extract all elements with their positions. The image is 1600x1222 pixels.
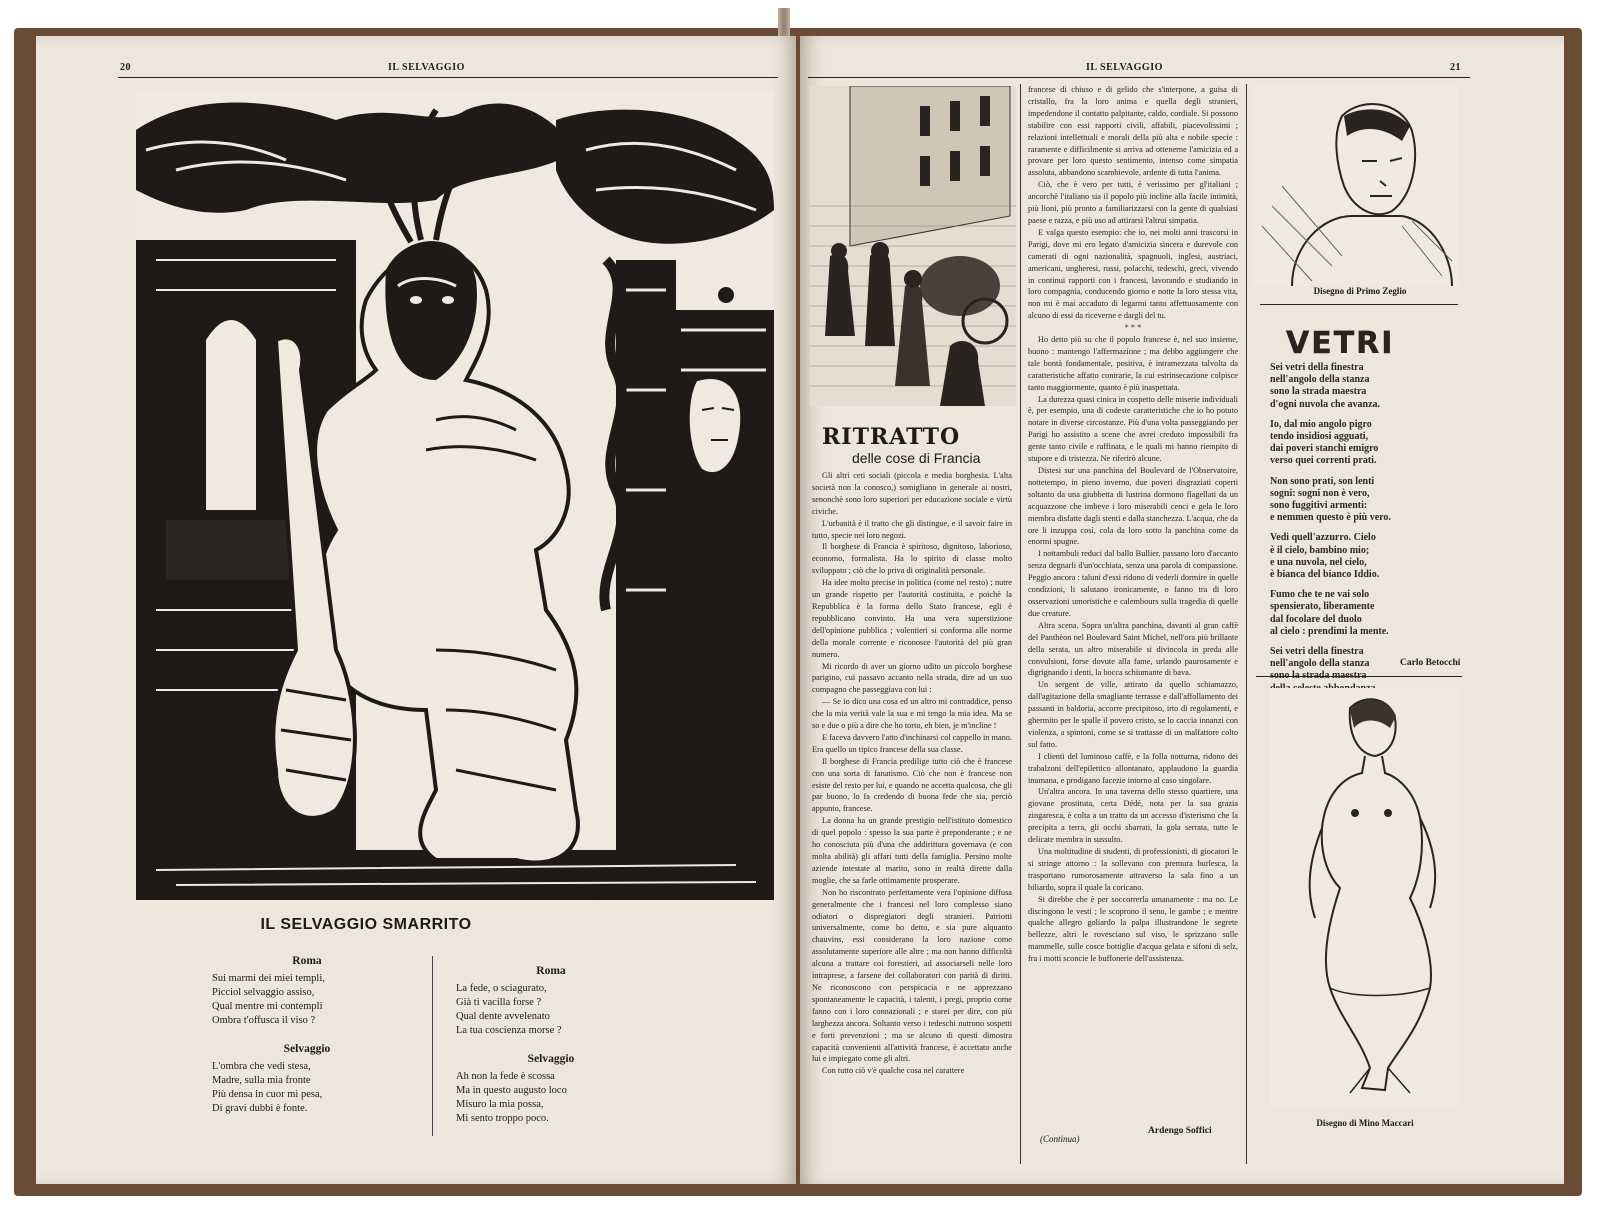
article-paragraph: Si direbbe che è per soccorrerla umanamente : ma no. Le discingono le vesti ; le scoprono il seno, le gambe ; e mentre qualche allegro goliardo la palpa illustrandone le segrete bellezze, altri le rovesciano sul viso, le sprizzano sulle mammelle, sulle cosce bottiglie d'acqua gelata e sifoni di selz, fra i motti sconcie le buffonerie dell'assistenza. bbox=[1028, 894, 1238, 964]
poem-line: Qual mentre mi contempli bbox=[212, 1001, 323, 1012]
poem-line: spensierato, liberamente bbox=[1270, 601, 1375, 613]
poem-line: è bianca del bianco Iddio. bbox=[1270, 569, 1380, 581]
poem-line: sono fuggitivi armenti: bbox=[1270, 500, 1368, 512]
poem-line: Misuro la mia possa, bbox=[456, 1099, 544, 1110]
street-scene-engraving bbox=[810, 86, 1016, 406]
seated-figure-art bbox=[1270, 688, 1460, 1108]
article-paragraph: Ho detto più su che il popolo francese è, nel suo insieme, buono : mantengo l'affermazione ; ma debbo aggiungere che tale bontà fondamentale, positiva, è intramezzata talvolta da caratteristiche affatto contrarie, la cui estrinsecazione colpisce tanto maggiormente, quanto è più inaspettata. bbox=[1028, 335, 1238, 392]
savage-figure-linocut bbox=[136, 90, 774, 900]
poem-line: Sui marmi dei miei templi, bbox=[212, 973, 325, 984]
poem-line: tendo insidiosi agguati, bbox=[1270, 431, 1369, 443]
left-head-rule bbox=[118, 77, 778, 78]
column-rule bbox=[1020, 84, 1021, 1164]
poem-line: Picciol selvaggio assiso, bbox=[212, 987, 315, 998]
monogram: R bbox=[170, 732, 185, 757]
poem-end-rule bbox=[1256, 676, 1462, 677]
portrait-sketch bbox=[1252, 86, 1458, 286]
poem-line: dai poveri stanchi emigro bbox=[1270, 443, 1379, 455]
right-head-rule bbox=[808, 77, 1470, 78]
illustration-credit: Linoleum di Enzo Righetti bbox=[520, 888, 615, 898]
right-running-head: IL SELVAGGIO bbox=[1086, 62, 1163, 73]
article-paragraph: Altra scena. Sopra un'altra panchina, davanti al gran caffè del Panthèon nel Boulevard Saint Michel, nell'ora più brillante della serata, un altro miserabile si divincola in preda alle convulsioni, forse dovute alla fame, urlando paurosamente e digrignando i denti, la bocca schiumante di bava. bbox=[1028, 620, 1238, 678]
article-paragraph: La donna ha un grande prestigio nell'istituto domestico di quel popolo : spesso la sua parte è preponderante ; e ne ho conosciuta più d'una che addirittura governava (e con molta abilità) gli affari tutti della famiglia. Persino molte aziende intestate al marito, sono in realtà dirette dalla moglie, che sa farle ottimamente prosperare. bbox=[812, 816, 1012, 885]
linocut-illustration bbox=[136, 90, 774, 900]
poem-line: d'ogni nuvola che avanza. bbox=[1270, 398, 1381, 410]
article-paragraph: Il borghese di Francia è spiritoso, dignitoso, laborioso, economo, formalista. Ha lo spirito di classe molto sviluppato ; ciò che lo priva di originalità personale. bbox=[812, 542, 1012, 576]
article-title: RITRATTO bbox=[822, 424, 961, 450]
poem-line: Più densa in cuor mi pesa, bbox=[212, 1089, 323, 1100]
poem-line: La fede, o sciagurato, bbox=[456, 983, 547, 994]
poem-line: dal focolare del duolo bbox=[1270, 613, 1362, 625]
poem-line: Di gravi dubbi è fonte. bbox=[212, 1103, 308, 1114]
poem-line: Mi sento troppo poco. bbox=[456, 1113, 549, 1124]
article-column-2 bbox=[1028, 84, 1238, 1130]
left-page bbox=[36, 36, 796, 1184]
left-page-number: 20 bbox=[120, 62, 131, 73]
article-paragraph: Mi ricordo di aver un giorno udito un piccolo borghese parigino, cui passavo accanto nella strada, dire ad un suo compagno che passeggiava con lui : bbox=[812, 661, 1012, 695]
poem-left-column bbox=[212, 952, 402, 1116]
poem-line: Qual dente avvelenato bbox=[456, 1011, 550, 1022]
poem-line: Ah non la fede è scossa bbox=[456, 1071, 555, 1082]
poem-line: Sei vetri della finestra bbox=[1270, 362, 1364, 373]
poem-line: Ombra t'offusca il viso ? bbox=[212, 1015, 316, 1026]
article-paragraph: Il borghese di Francia predilige tutto ciò che è francese con una sorta di fanatismo. Ciò che non è francese non esiste del resto per lui, e quando ne accetta qualcosa, che gli par buono, lo fa credendo di buona fede che sia, perciò appunto, francese. bbox=[812, 756, 1012, 814]
article-paragraph: I nottambuli reduci dal ballo Bullier, passano loro d'accanto senza degnarli d'un'occhiata, senza una parola di compassione. Peggio ancora : taluni d'essi ridono di vederli dormire in quelle condizioni, li salutano ironicamente, o fanno tra di loro osservazioni umoristiche e calembours sulla tragedia di quelle due creature. bbox=[1028, 549, 1238, 618]
article-paragraph: Un sergent de ville, attirato da quello schiamazzo, dall'agitazione della smagliante terrasse e dall'affollamento dei passanti in baldoria, accorre precipitoso, irto di regolamenti, e ghermito per le spalle il povero cristo, se lo caccia innanzi con violenza, a spintoni, come se si trattasse di un malfattore colto sul fatto. bbox=[1028, 680, 1238, 749]
portrait-sketch-art bbox=[1252, 86, 1458, 286]
poem-stanza bbox=[1270, 589, 1490, 638]
poem-line: La tua coscienza morse ? bbox=[456, 1025, 562, 1036]
article-paragraph: E faceva davvero l'atto d'inchinarsi col cappello in mano. Era quello un tipico francese della sua classe. bbox=[812, 732, 1012, 754]
poem-stanza bbox=[1270, 476, 1490, 525]
column-rule bbox=[1246, 84, 1247, 1164]
poem-line: Sei vetri della finestra bbox=[1270, 646, 1364, 658]
engraving-artwork bbox=[810, 86, 1016, 406]
section-break: * * * bbox=[1124, 323, 1142, 333]
poem-line: Già ti vacilla forse ? bbox=[456, 997, 542, 1008]
poem-line: Io, dal mio angolo pigro bbox=[1270, 418, 1372, 430]
poem-line: al cielo : prendimi la mente. bbox=[1270, 625, 1389, 637]
poem-line: è il cielo, bambino mio; bbox=[1270, 544, 1370, 556]
poem-line: nell'angolo della stanza bbox=[1270, 374, 1370, 386]
poem-speaker: Selvaggio bbox=[283, 1043, 331, 1055]
continued-note: (Continua) bbox=[1040, 1134, 1080, 1144]
poem-speaker: Roma bbox=[292, 955, 322, 967]
article-paragraph: francese di chiuso e di gelido che s'interpone, a guisa di cristallo, fra la loro anima e quella degli stranieri, impedendone il contatto palpitante, caldo, cordiale. Si possono stabilire con essi rapporti civili, affabili, piacevolissimi ; relazioni intellettuali e morali della più alta e nobile specie : raramente e difficilmente si arriva ad ottenerne l'amicizia ed a provare per loro questo sentimento, intenso come simpatia assoluta, abbandono scambievole, ardente di tutta l'anima. bbox=[1028, 85, 1238, 178]
article-paragraph: E valga questo esempio: che io, nei molti anni trascorsi in Parigi, dove mi ero legato d'amicizia sincera e durevole con camerati di ogni nazionalità, spagnuoli, inglesi, austriaci, americani, ungheresi, russi, polacchi, tedeschi, greci, vivendo in continui rapporti con i francesi, lavorando e studiando in loro compagnia, conducendo giorno e notte la loro stessa vita, non mi è mai accaduto di legarmi tanto affettuosamente con alcuno di essi da riceverne e dargli del tu. bbox=[1028, 227, 1238, 321]
poem-line: e una nuvola, nel cielo, bbox=[1270, 556, 1367, 568]
poem-line: nell'angolo della stanza bbox=[1270, 658, 1370, 670]
article-paragraph: Non ho riscontrato perfettamente vera l'opinione diffusa generalmente che i francesi nel loro complesso siano odiatori o dispregiatori degli stranieri. Patriotti universalmente, come ho detto, e sia pure alquanto chauvins, essi considerano la loro nazione come assolutamente superiore alle altre ; ma non hanno difficoltà alcuna a trattare coi forestieri, ad associarseli nelle loro intraprese, a farsene dei collaboratori con parità di diritti. Ne riconoscono con perspicacia e ne apprezzano spontaneamente le capacità, i talenti, i pregi, proprio come fanno con i loro connazionali ; e starei per dire, con più larghezza ancora. Soltanto verso i tedeschi nutrono sospetti e forti prevenzioni ; ma se alcuno di questi dimostra capacità convenienti all'attività francese, è accettato anche lui e impiegato come gli altri. bbox=[812, 887, 1012, 1064]
poem-line: sogni: sogni non è vero, bbox=[1270, 487, 1370, 499]
poem-stanza bbox=[1270, 419, 1490, 468]
article-column-1 bbox=[812, 470, 1012, 1150]
article-paragraph: Ha idee molto precise in politica (come nel resto) ; nutre un grande rispetto per l'autorità costituita, e poichè la Repubblica è la forma dello Stato francese, egli è repubblicano convinto. Ha una vera superstizione dell'opinione pubblica ; volentieri si conforma alle norme della morale corrente e riconosce l'autorità del più gran numero. bbox=[812, 578, 1012, 659]
top-drawing-credit: Disegno di Primo Zeglio bbox=[1313, 286, 1407, 296]
poem-line: verso quei correnti prati. bbox=[1270, 455, 1377, 467]
poem-line: Vedi quell'azzurro. Cielo bbox=[1270, 532, 1376, 544]
poem-line: Non sono prati, son lenti bbox=[1270, 475, 1375, 487]
credit-rule bbox=[1260, 304, 1458, 305]
seated-figure-sketch bbox=[1270, 688, 1460, 1108]
poem-stanza bbox=[1270, 532, 1490, 581]
poem-line: Fumo che te ne vai solo bbox=[1270, 589, 1370, 601]
article-paragraph: Un'altra ancora. In una taverna dello stesso quartiere, una giovane prostituta, certa Dédé, nota per la sua grazia zingaresca, è colta a un tratto da un accesso d'isterismo che la precipita a terra, gli occhi sbarrati, la gola serrata, tutte le delicate membra in sussulto. bbox=[1028, 787, 1238, 845]
article-paragraph: Gli altri ceti sociali (piccola e media borghesia. L'alta società non la conosco,) somigliano in generale ai nostri, senonchè sono loro superiori per educazione sociale e virtù civiche. bbox=[812, 471, 1012, 516]
poem-divider bbox=[432, 956, 433, 1136]
article-paragraph: I clienti del luminoso caffè, e la folla notturna, ridono dei trabalzoni dell'epilettico allontanato, applaudono la guardia inumana, e prodigano facezie intorno al caso singolare. bbox=[1028, 751, 1238, 785]
poem-speaker: Selvaggio bbox=[527, 1053, 575, 1065]
poem-line: sono la strada maestra bbox=[1270, 386, 1367, 398]
poem-line: Ma in questo augusto loco bbox=[456, 1085, 567, 1096]
poem-title: IL SELVAGGIO SMARRITO bbox=[260, 916, 472, 933]
right-page-number: 21 bbox=[1450, 62, 1461, 73]
article-paragraph: La durezza quasi cinica in cospetto delle miserie individuali è, per esempio, una di codeste caratteristiche che io ho potuto notare in diverse circostanze. Più d'una volta passeggiando per Parigi ho assistito a scene che avrei creduto impossibili fra gente tanto civile e raffinata, e le quali mi hanno riempito di stupore e di tristezza. Ne riferirò alcune. bbox=[1028, 394, 1238, 464]
right-page bbox=[800, 36, 1564, 1184]
article-paragraph: Ciò, che è vero per tutti, è verissimo per gl'italiani ; ancorchè l'italiano sia il popolo più incline alla facile intimità, più lioni, più pronto a familiarizzarsi con la gente di qualsiasi paese e razza, e più uso ad attirarsi l'altrui simpatia. bbox=[1028, 180, 1238, 225]
poem-right-column bbox=[456, 962, 646, 1126]
vetri-title: VETRI bbox=[1286, 326, 1395, 361]
bottom-drawing-credit: Disegno di Mino Maccari bbox=[1316, 1118, 1414, 1128]
poem-line: Madre, sulla mia fronte bbox=[212, 1075, 311, 1086]
left-running-head: IL SELVAGGIO bbox=[388, 62, 465, 73]
poem-stanza bbox=[1270, 362, 1490, 411]
poem-line: L'ombra che vedi stesa, bbox=[212, 1061, 311, 1072]
vetri-poem bbox=[1270, 362, 1490, 703]
poem-line: sono la strada maestra bbox=[1270, 670, 1367, 682]
poem-line: e nemmen questo è più vero. bbox=[1270, 512, 1391, 524]
poem-speaker: Roma bbox=[536, 965, 566, 977]
article-paragraph: — Se io dico una cosa ed un altro mi contraddice, penso che la mia verità vale la sua e mi tengo la mia idea. Ma se so e due o più a dire che ho torto, eh bien, je m'incline ! bbox=[812, 697, 1012, 731]
article-subtitle: delle cose di Francia bbox=[852, 450, 981, 466]
article-author: Ardengo Soffici bbox=[1148, 1126, 1212, 1136]
article-paragraph: Con tutto ciò v'è qualche cosa nel carattere bbox=[822, 1066, 965, 1076]
vetri-author: Carlo Betocchi bbox=[1400, 658, 1461, 668]
article-paragraph: L'urbanità è il tratto che gli distingue, e il savoir faire in tutto, specie nei loro negozi. bbox=[812, 518, 1012, 540]
article-paragraph: Distesi sur una panchina del Boulevard de l'Observatoire, nottetempo, in pieno inverno, due poveri disgraziati coperti soltanto da una giubbetta di lustrina dormono flagellati da un acquazzone che imbeve i loro miserabili cenci e gela le loro membra disfatte dagli stenti e dalla stanchezza. L'acqua, che da ore li inzuppa così, cola da loro sotto la panchina come da enormi spugne. bbox=[1028, 466, 1238, 547]
article-paragraph: Una moltitudine di studenti, di professionisti, di giocatori le si stringe attorno : la sollevano con premura burlesca, la trasportano rumorosamente attraverso la sala fino a un biliardo, sopra il quale la coricano. bbox=[1028, 847, 1238, 892]
